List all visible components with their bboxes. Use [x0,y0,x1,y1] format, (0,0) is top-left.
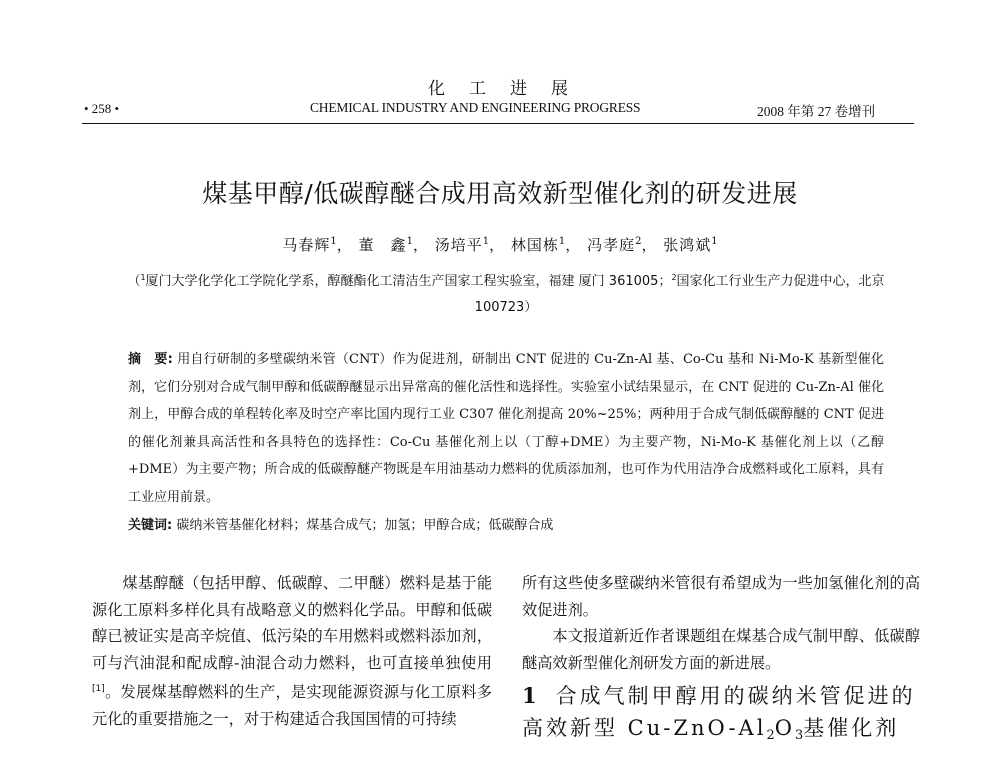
section-number: 1 [522,683,540,709]
author: 汤培平$^1$ [434,236,490,254]
body-column-right [522,570,920,752]
keywords [128,512,884,540]
keywords-text: 碳纳米管基催化材料；煤基合成气；加氢；甲醇合成；低碳醇合成 [172,518,554,533]
abstract-label: 摘 要: [128,352,173,367]
page-number: • 258 • [84,101,120,116]
affiliation-1: 厦门大学化学化工学院化学系，醇醚酯化工清洁生产国家工程实验室，福建 厦门 361005； [145,274,672,289]
keywords-label: 关键词: [128,518,173,533]
affiliations: （$^1$厦门大学化学化工学院化学系，醇醚酯化工清洁生产国家工程实验室，福建 厦门 361005；$^2$国家化工行业生产力促进中心，北京 100723） [127,273,885,315]
author-list: 马春辉$^1$， 董 鑫$^1$， 汤培平$^1$， 林国栋$^1$， 冯孝庭$^2$， 张鸿斌$^1$ [282,236,718,254]
abstract [128,346,884,511]
paragraph: 煤基醇醚（包括甲醇、低碳醇、二甲醚）燃料是基于能源化工原料多样化具有战略意义的燃料化学品。甲醇和低碳醇已被证实是高辛烷值、低污染的车用燃料或燃料添加剂，可与汽油混和配成醇-油混合动力燃料，也可直接单独使用[1]。发展煤基醇燃料的生产，是实现能源资源与化工原料多元化的重要措施之一，对于构建适合我国国情的可持续 [92,574,492,728]
journal-title-cn: 化工进展 [428,79,592,99]
section-heading: 1 合成气制甲醇用的碳纳米管促进的高效新型 $Cu-ZnO-Al_2O_3$基催化剂 [522,683,916,744]
journal-title-en: CHEMICAL INDUSTRY AND ENGINEERING PROGRESS [310,100,641,115]
paragraph: 本文报道新近作者课题组在煤基合成气制甲醇、低碳醇醚高效新型催化剂研发方面的新进展。 [522,627,920,672]
paper-title: 煤基甲醇/低碳醇醚合成用高效新型催化剂的研发进展 [202,179,798,208]
citation-ref[interactable]: [1] [92,684,105,695]
body-column-left [92,570,492,733]
author: 冯孝庭$^2$ [587,236,642,254]
author: 董 鑫$^1$ [358,236,413,254]
paragraph: 所有这些使多壁碳纳米管很有希望成为一些加氢催化剂的高效促进剂。 [522,574,920,619]
author: 张鸿斌$^1$ [663,236,718,254]
issue-info: 2008 年第 27 卷增刊 [757,104,876,119]
author: 马春辉$^1$ [282,236,337,254]
affiliation-2: 国家化工行业生产力促进中心，北京 100723 [474,274,885,315]
header-rule [82,123,914,124]
abstract-text: 用自行研制的多壁碳纳米管（CNT）作为促进剂，研制出 CNT 促进的 Cu-Zn-Al 基、Co-Cu 基和 Ni-Mo-K 基新型催化剂，它们分别对合成气制甲醇和低碳醇醚显示出异常高的催化活性和选择性。实验室小试结果显示，在 CNT 促进的 Cu-Zn-Al 催化剂上，甲醇合成的单程转化率及时空产率比国内现行工业 C307 催化剂提高 20%~25%；两种用于合成气制低碳醇醚的 CNT 促进的催化剂兼具高活性和各具特色的选择性：Co-Cu 基催化剂上以（丁醇+DME）为主要产物，Ni-Mo-K 基催化剂上以（乙醇+DME）为主要产物；所合成的低碳醇醚产物既是车用油基动力燃料的优质添加剂，也可作为代用洁净合成燃料或化工原料，具有工业应用前景。 [128,352,884,505]
author: 林国栋$^1$ [510,236,566,254]
